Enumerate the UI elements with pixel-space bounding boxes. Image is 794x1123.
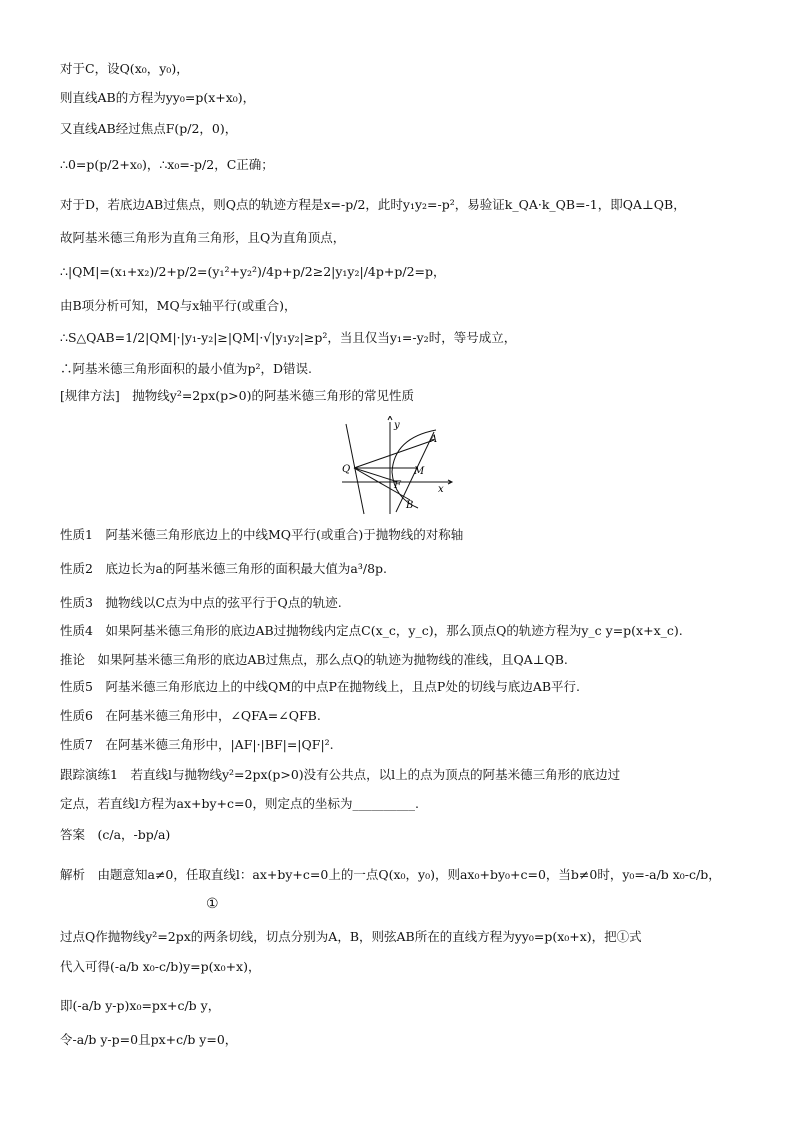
segment-qf <box>354 468 398 482</box>
text-line-21: 定点，若直线l方程为ax+by+c=0，则定点的坐标为__________. <box>60 796 419 811</box>
text-line-13: 性质2 底边长为a的阿基米德三角形的面积最大值为a³/8p. <box>60 561 388 576</box>
text-line-12: 性质1 阿基米德三角形底边上的中线MQ平行(或重合)于抛物线的对称轴 <box>60 527 464 542</box>
text-line-25: 代入可得(-a/b x₀-c/b)y=p(x₀+x)， <box>60 959 261 974</box>
text-line-8: 由B项分析可知，MQ与x轴平行(或重合)， <box>60 298 297 313</box>
equation-marker-1: ① <box>206 896 219 912</box>
text-line-27: 令-a/b y-p=0且px+c/b y=0， <box>60 1032 238 1047</box>
tangent-qb <box>354 468 410 500</box>
text-line-5: 对于D，若底边AB过焦点，则Q点的轨迹方程是x=-p/2，此时y₁y₂=-p²，易验证k_QA·k_QB=-1，即QA⊥QB， <box>60 197 686 212</box>
text-line-18: 性质6 在阿基米德三角形中，∠QFA=∠QFB. <box>60 708 321 723</box>
tangent-qa <box>354 440 434 468</box>
text-line-3: 又直线AB经过焦点F(p/2，0)， <box>60 121 238 136</box>
text-line-22: 答案 (c/a，-bp/a) <box>60 827 171 842</box>
label-m: M <box>414 466 425 477</box>
text-line-24: 过点Q作抛物线y²=2px的两条切线，切点分别为A，B，则弦AB所在的直线方程为yy₀=p(x₀+x)，把①式 <box>60 929 642 944</box>
label-a: A <box>430 434 438 445</box>
archimedes-triangle-figure <box>338 416 456 516</box>
label-f: F <box>394 480 401 491</box>
text-line-20: 跟踪演练1 若直线l与抛物线y²=2px(p>0)没有公共点，以l上的点为顶点的阿基米德三角形的底边过 <box>60 767 621 782</box>
text-line-2: 则直线AB的方程为yy₀=p(x+x₀)， <box>60 90 256 105</box>
text-line-4: ∴0=p(p/2+x₀)，∴x₀=-p/2，C正确； <box>60 157 274 172</box>
text-line-17: 性质5 阿基米德三角形底边上的中线QM的中点P在抛物线上，且点P处的切线与底边AB平行. <box>60 679 581 694</box>
text-line-15: 性质4 如果阿基米德三角形的底边AB过抛物线内定点C(x_c，y_c)，那么顶点Q的轨迹方程为y_c y=p(x+x_c). <box>60 623 683 638</box>
text-line-9: ∴S△QAB=1/2|QM|·|y₁-y₂|≥|QM|·√|y₁y₂|≥p²，当且仅当y₁=-y₂时，等号成立， <box>60 330 517 345</box>
text-line-19: 性质7 在阿基米德三角形中，|AF|·|BF|=|QF|². <box>60 737 334 752</box>
label-x: x <box>438 484 444 495</box>
text-line-16: 推论 如果阿基米德三角形的底边AB过焦点，那么点Q的轨迹为抛物线的准线，且QA⊥QB. <box>60 652 568 667</box>
text-line-11: [规律方法] 抛物线y²=2px(p>0)的阿基米德三角形的常见性质 <box>60 388 414 403</box>
y-axis-arrow <box>388 416 392 420</box>
label-y: y <box>394 420 400 431</box>
text-line-1: 对于C，设Q(x₀，y₀)， <box>60 61 189 76</box>
text-line-14: 性质3 抛物线以C点为中点的弦平行于Q点的轨迹. <box>60 595 342 610</box>
label-b: B <box>406 500 414 511</box>
text-line-26: 即(-a/b y-p)x₀=px+c/b y， <box>60 998 221 1013</box>
text-line-7: ∴|QM|=(x₁+x₂)/2+p/2=(y₁²+y₂²)/4p+p/2≥2|y₁y₂|/4p+p/2=p， <box>60 264 446 279</box>
text-line-6: 故阿基米德三角形为直角三角形，且Q为直角顶点， <box>60 230 346 245</box>
text-line-23: 解析 由题意知a≠0，任取直线l：ax+by+c=0上的一点Q(x₀，y₀)，则ax₀+by₀+c=0，当b≠0时，y₀=-a/b x₀-c/b， <box>60 867 721 882</box>
text-line-10: ∴阿基米德三角形面积的最小值为p²，D错误. <box>60 361 313 376</box>
label-q: Q <box>342 464 351 475</box>
